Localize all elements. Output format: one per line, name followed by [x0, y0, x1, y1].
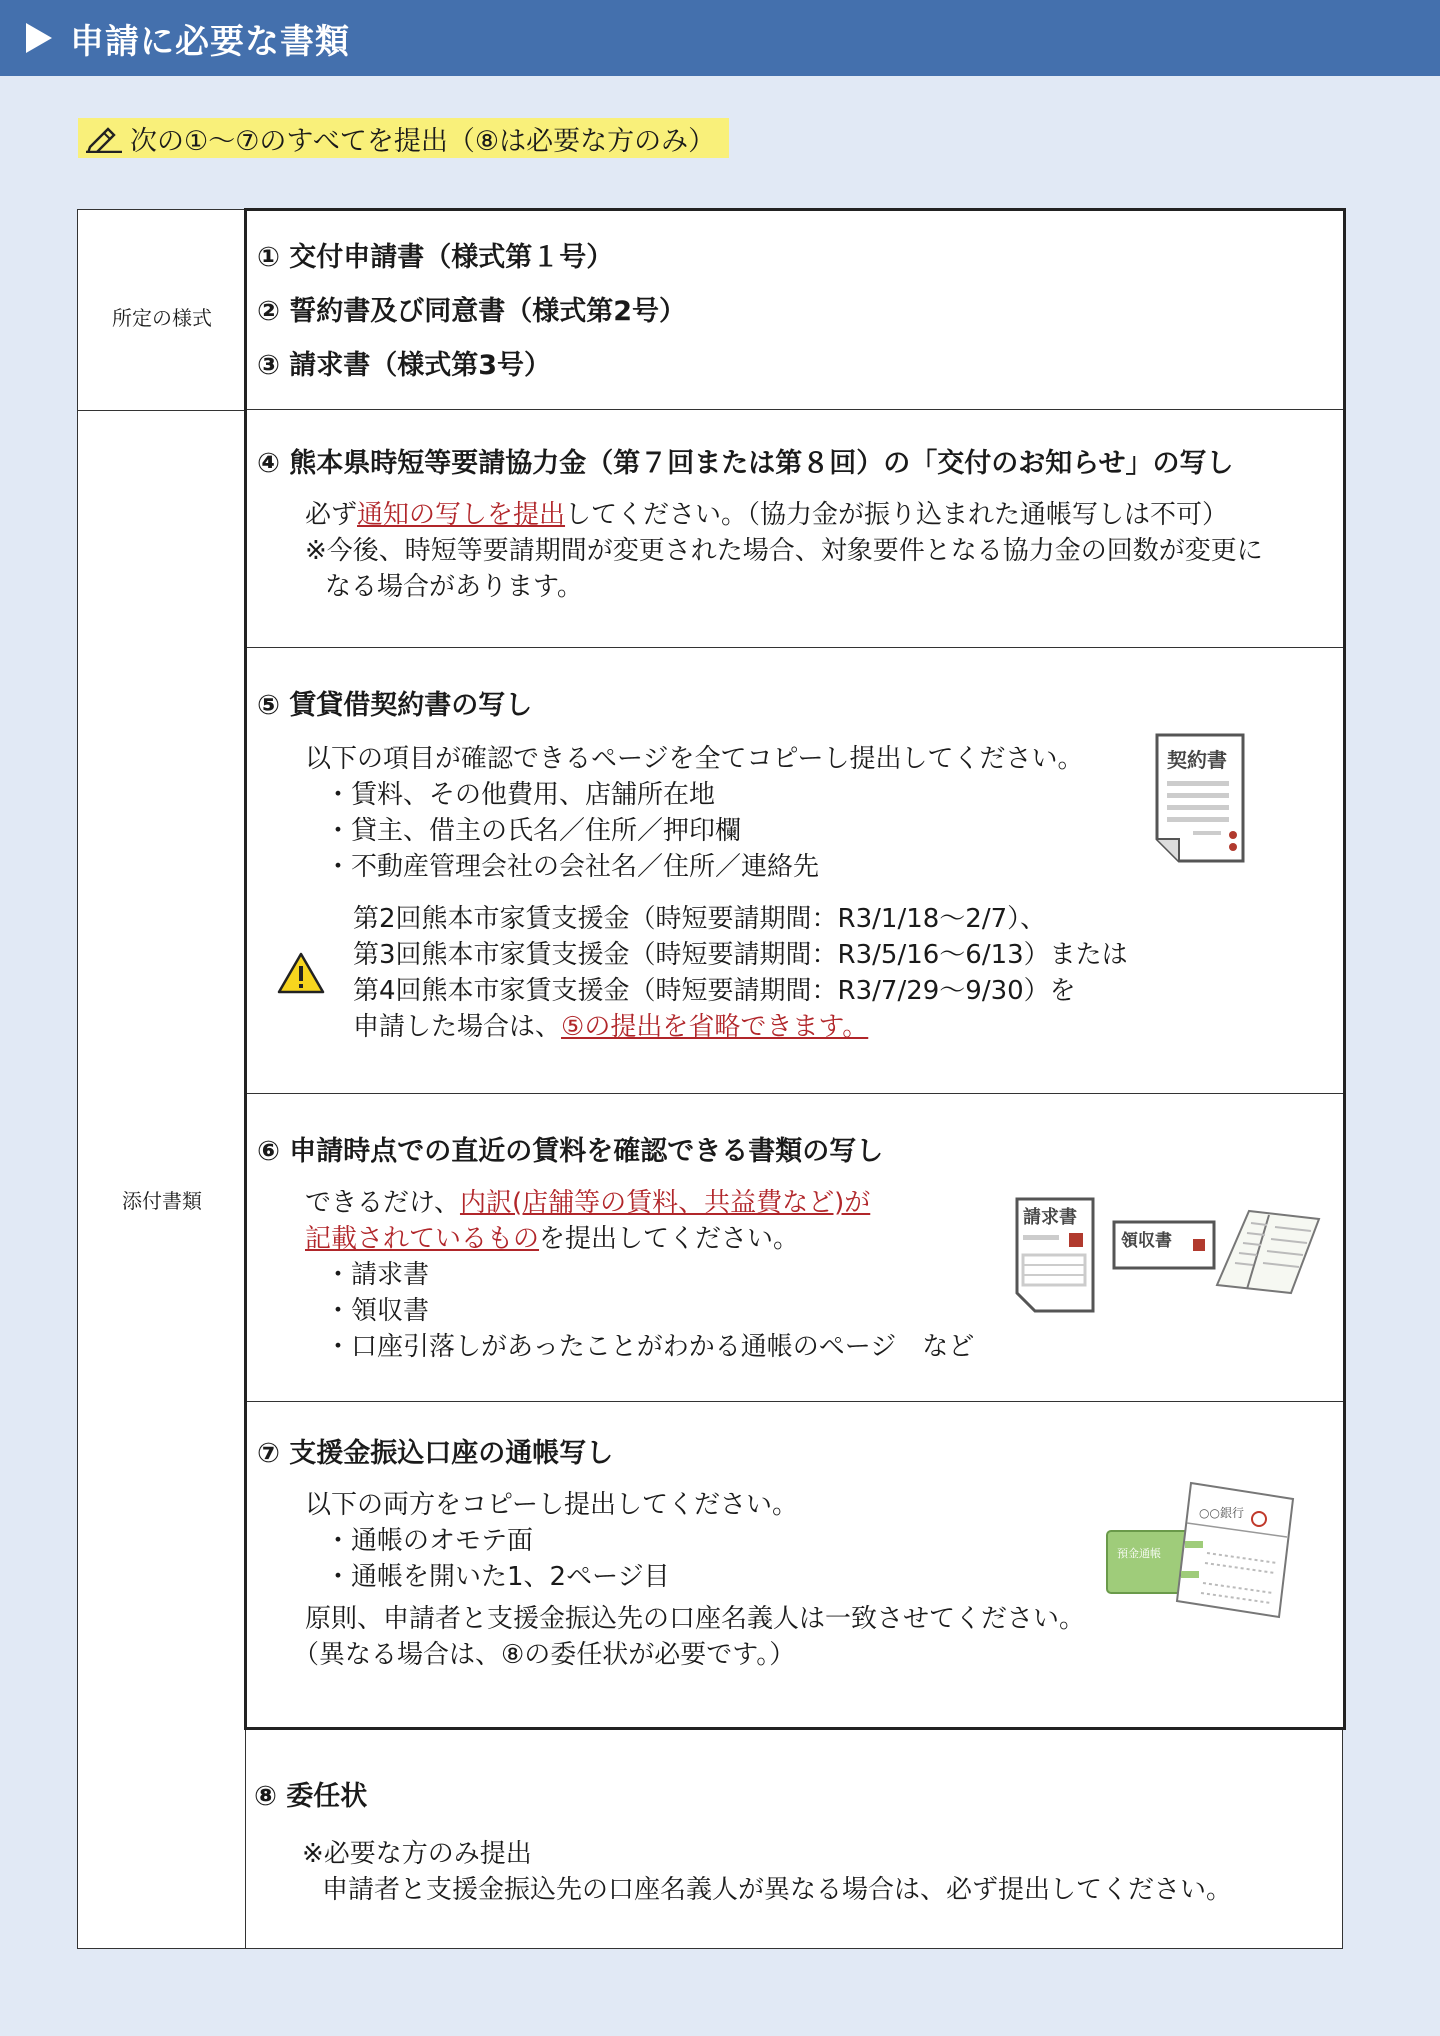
section-7-item: ・通帳を開いた1、2ページ目 [325, 1562, 670, 1592]
section-7-line1: 原則、申請者と支援金振込先の口座名義人は一致させてください。 [305, 1604, 1086, 1634]
instruction-text: 次の①～⑦のすべてを提出（⑧は必要な方のみ） [130, 125, 716, 157]
section-6-line1: できるだけ、内訳(店舗等の賃料、共益費など)が [305, 1188, 871, 1218]
open-passbook-icon [1211, 1201, 1327, 1297]
instruction-note [78, 118, 729, 158]
section-5-item: ・貸主、借主の氏名／住所／押印欄 [325, 816, 742, 846]
section-5-intro: 以下の項目が確認できるページを全てコピーし提出してください。 [305, 744, 1084, 774]
section-6-item: ・領収書 [325, 1296, 430, 1326]
section-6-item: ・請求書 [325, 1260, 430, 1290]
section-8-line1: ※必要な方のみ提出 [302, 1839, 532, 1869]
contract-label: 契約書 [1167, 748, 1227, 772]
section-7-item: ・通帳のオモテ面 [325, 1526, 534, 1556]
section-4 [257, 445, 1335, 605]
section-7-line2: （異なる場合は、⑧の委任状が必要です。） [293, 1640, 796, 1670]
page-header [0, 0, 1440, 76]
section-8 [254, 1740, 1332, 1908]
section-4-heading: ④ 熊本県時短等要請協力金（第７回または第８回）の「交付のお知らせ」の写し [257, 448, 1234, 479]
section-6-heading: ⑥ 申請時点での直近の賃料を確認できる書類の写し [257, 1136, 884, 1167]
doc-item-3: ③ 請求書（様式第3号） [257, 350, 552, 381]
section-5-heading: ⑤ 賃貸借契約書の写し [257, 690, 533, 721]
section-7-heading: ⑦ 支援金振込口座の通帳写し [257, 1438, 614, 1469]
play-triangle-icon [26, 23, 52, 53]
section-divider [247, 1401, 1343, 1402]
warning-line: 申請した場合は、⑤の提出を省略できます。 [353, 1012, 869, 1042]
doc-item-2: ② 誓約書及び同意書（様式第2号） [257, 296, 687, 327]
label-column [78, 210, 246, 1948]
warning-line: 第3回熊本市家賃支援金（時短要請期間：R3/5/16～6/13）または [353, 940, 1128, 970]
warning-icon [277, 951, 325, 995]
section-5-item: ・不動産管理会社の会社名／住所／連絡先 [325, 852, 820, 882]
section-divider [247, 647, 1343, 648]
label-attached: 添付書類 [122, 1189, 202, 1213]
page-title: 申請に必要な書類 [70, 21, 350, 62]
warning-line: 第2回熊本市家賃支援金（時短要請期間：R3/1/18～2/7）、 [353, 904, 1047, 934]
invoice-label: 請求書 [1023, 1207, 1077, 1228]
section-divider [247, 1093, 1343, 1094]
doc-item-1: ① 交付申請書（様式第１号） [257, 242, 614, 273]
section-8-heading: ⑧ 委任状 [254, 1781, 368, 1812]
passbook-label: 預金通帳 [1117, 1547, 1161, 1560]
label-form: 所定の様式 [112, 306, 212, 330]
row-divider [78, 410, 246, 411]
section-6-item: ・口座引落しがあったことがわかる通帳のページ など [325, 1332, 975, 1362]
section-4-line3: なる場合があります。 [325, 572, 583, 602]
form-documents [257, 239, 1335, 385]
section-8-line2: 申請者と支援金振込先の口座名義人が異なる場合は、必ず提出してください。 [322, 1875, 1233, 1905]
section-7-intro: 以下の両方をコピーし提出してください。 [305, 1490, 798, 1520]
bank-name-label: ○○銀行 [1199, 1506, 1244, 1520]
warning-line: 第4回熊本市家賃支援金（時短要請期間：R3/7/29～9/30）を [353, 976, 1076, 1006]
section-4-line1: 必ず通知の写しを提出してください。（協力金が振り込まれた通帳写しは不可） [305, 500, 1229, 530]
section-5-item: ・賃料、その他費用、店舗所在地 [325, 780, 716, 810]
section-6-line2: 記載されているものを提出してください。 [305, 1224, 800, 1254]
receipt-document-icon [1111, 1219, 1217, 1271]
contract-document-icon [1153, 731, 1249, 867]
bank-passbook-icon [1101, 1473, 1301, 1623]
documents-table [77, 209, 1343, 1949]
invoice-document-icon [1013, 1195, 1099, 1317]
receipt-label: 領収書 [1121, 1231, 1172, 1251]
section-5-warning [257, 901, 1335, 1045]
section-divider [247, 409, 1343, 410]
section-4-line2: ※今後、時短等要請期間が変更された場合、対象要件となる協力金の回数が変更に [305, 536, 1263, 566]
pencil-icon [84, 123, 124, 153]
required-documents-frame [244, 208, 1346, 1730]
